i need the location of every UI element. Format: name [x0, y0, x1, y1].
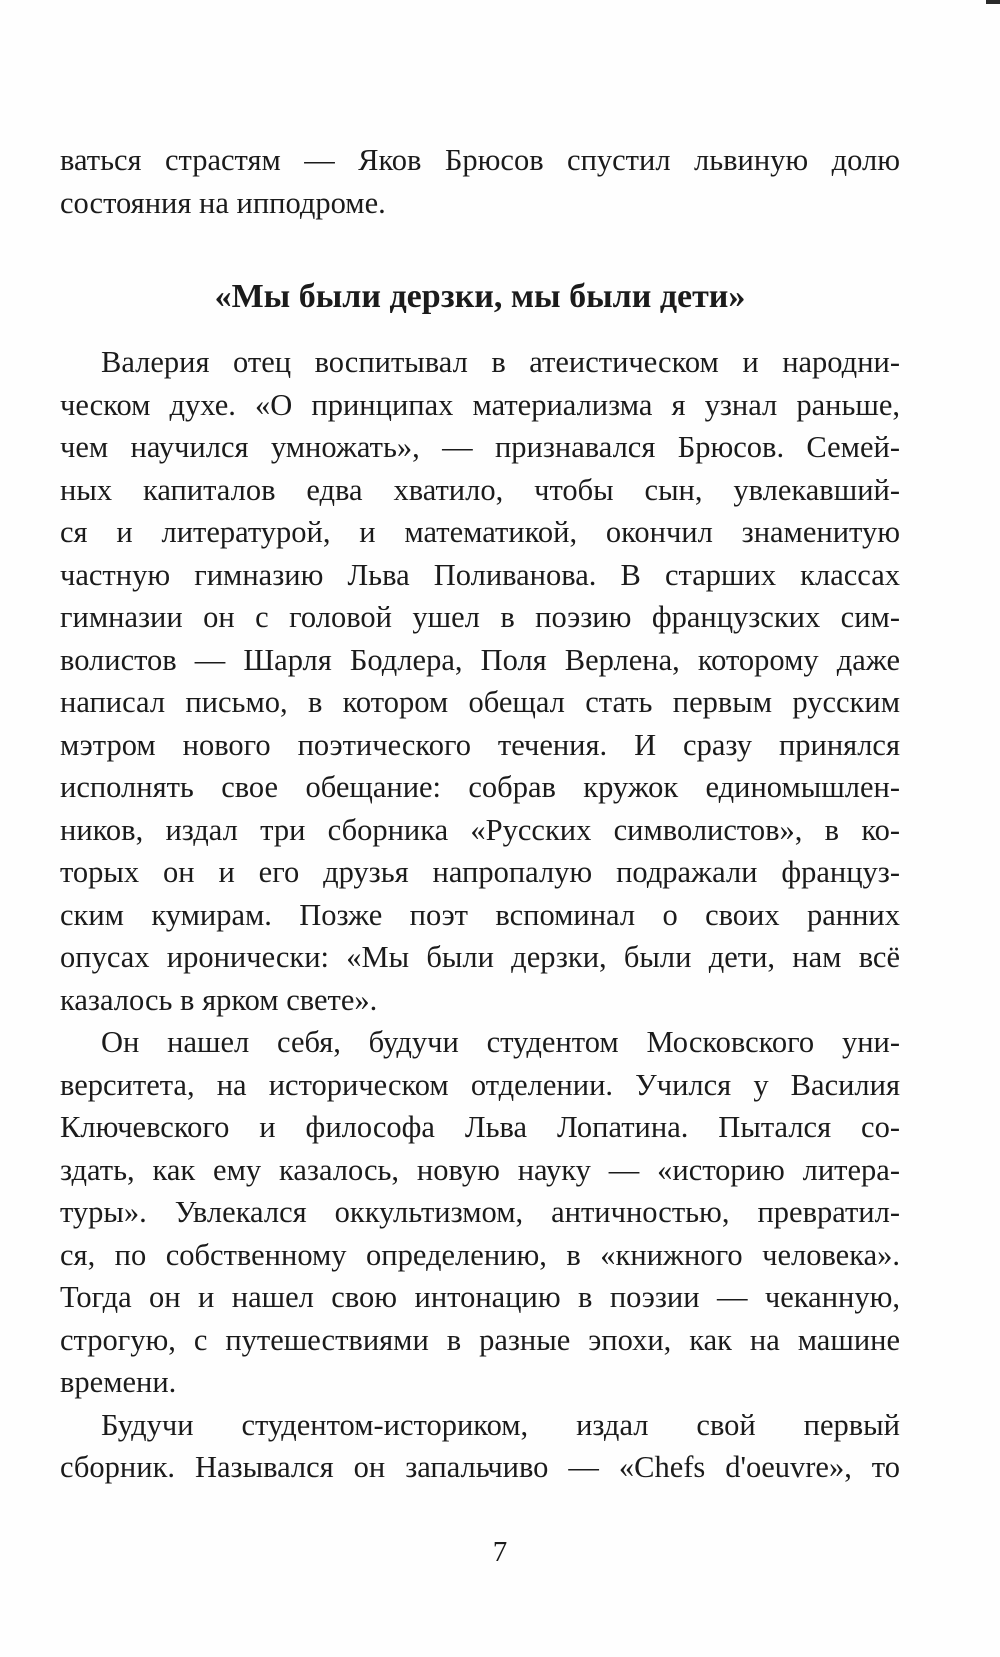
text-line: написал письмо, в котором обещал стать первым русским [60, 685, 900, 719]
text-line: казалось в ярком свете». [60, 982, 378, 1017]
text-line: ваться страстям — Яков Брюсов спустил львиную долю [60, 143, 900, 177]
text-line: состояния на ипподроме. [60, 185, 386, 220]
text-line: гимназии он с головой ушел в поэзию французских сим- [60, 600, 900, 634]
text-line: Будучи студентом-историком, издал свой первый [101, 1407, 900, 1442]
text-line: исполнять свое обещание: собрав кружок единомышлен- [60, 770, 900, 804]
text-line: верситета, на историческом отделении. Учился у Василия [60, 1067, 900, 1102]
page-number: 7 [492, 1536, 508, 1568]
text-line: ским кумирам. Позже поэт вспоминал о своих ранних [60, 897, 900, 932]
text-line: Валерия отец воспитывал в атеистическом и народни- [101, 345, 900, 379]
text-line: Ключевского и философа Льва Лопатина. Пытался со- [60, 1110, 900, 1144]
text-line: ся и литературой, и математикой, окончил знаменитую [60, 515, 900, 549]
text-line: ников, издал три сборника «Русских символистов», в ко- [60, 812, 900, 847]
text-line: волистов — Шарля Бодлера, Поля Верлена, которому даже [60, 642, 900, 677]
text-line: Тогда он и нашел свою интонацию в поэзии — чеканную, [60, 1280, 900, 1314]
text-line: ся, по собственному определению, в «книжного человека». [60, 1237, 900, 1272]
text-line: туры». Увлекался оккультизмом, античностью, превратил- [60, 1195, 900, 1229]
text-line: ческом духе. «О принципах материализма я узнал раньше, [60, 387, 900, 422]
body-text [60, 341, 900, 1489]
section-heading: «Мы были дерзки, мы были дети» [214, 278, 746, 315]
text-line: времени. [60, 1365, 177, 1399]
text-line: опусах иронически: «Мы были дерзки, были дети, нам всё [60, 940, 900, 974]
text-line: мэтром нового поэтического течения. И сразу принялся [60, 727, 900, 762]
text-line: частную гимназию Льва Поливанова. В старших классах [60, 557, 900, 592]
text-line: чем научился умножать», — признавался Брюсов. Семей- [60, 430, 900, 464]
text-line: торых он и его друзья напропалую подражали француз- [60, 855, 900, 889]
text-line: сборник. Назывался он запальчиво — «Chefs d'oeuvre», то [60, 1450, 900, 1484]
text-line: здать, как ему казалось, новую науку — «историю литера- [60, 1152, 900, 1187]
text-line: Он нашел себя, будучи студентом Московского уни- [101, 1025, 900, 1059]
intro-paragraph [60, 139, 900, 224]
text-line: строгую, с путешествиями в разные эпохи, как на машине [60, 1322, 900, 1357]
text-line: ных капиталов едва хватило, чтобы сын, увлекавший- [60, 472, 900, 507]
page-edge-mark [986, 0, 1000, 4]
